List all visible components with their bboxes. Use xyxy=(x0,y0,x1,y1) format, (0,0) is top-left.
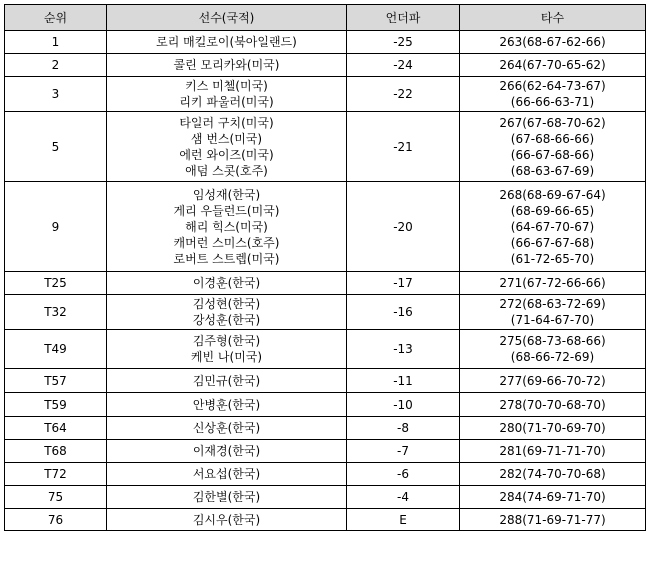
strokes-value: 275(68-73-68-66) xyxy=(499,334,606,348)
table-row xyxy=(5,272,646,295)
strokes-cell xyxy=(460,463,646,486)
table-row xyxy=(5,369,646,393)
under-par-cell: -25 xyxy=(347,31,460,54)
player-cell xyxy=(107,182,347,272)
table-row xyxy=(5,112,646,182)
table-row xyxy=(5,417,646,440)
strokes-value: 266(62-64-73-67) xyxy=(499,79,606,93)
player-name: 김주형(한국) xyxy=(192,334,261,348)
under-par-cell: E xyxy=(347,509,460,531)
under-par-cell: -24 xyxy=(347,54,460,77)
table-row xyxy=(5,330,646,369)
table-row xyxy=(5,295,646,330)
player-cell xyxy=(107,509,347,531)
player-name: 키스 미첼(미국) xyxy=(185,79,268,93)
strokes-cell xyxy=(460,272,646,295)
strokes-value: (66-66-63-71) xyxy=(510,95,595,109)
player-cell xyxy=(107,112,347,182)
header-row xyxy=(5,5,646,31)
player-cell xyxy=(107,393,347,417)
strokes-value: 272(68-63-72-69) xyxy=(499,297,606,311)
strokes-cell xyxy=(460,77,646,112)
player-name: 이재경(한국) xyxy=(192,444,261,458)
player-name: 김시우(한국) xyxy=(192,512,261,527)
table-row xyxy=(5,31,646,54)
strokes-value: 268(68-69-67-64) xyxy=(499,187,606,202)
under-par-cell: -4 xyxy=(347,486,460,509)
strokes-cell xyxy=(460,182,646,272)
rank-cell: T59 xyxy=(5,393,107,417)
header-rank: 순위 xyxy=(5,5,107,31)
header-under-par: 언더파 xyxy=(347,5,460,31)
strokes-value: 280(71-70-69-70) xyxy=(499,421,606,435)
player-name: 에런 와이즈(미국) xyxy=(179,147,274,162)
player-cell xyxy=(107,295,347,330)
player-name: 임성재(한국) xyxy=(192,187,261,202)
player-name: 샘 번스(미국) xyxy=(190,131,263,146)
player-name: 김민규(한국) xyxy=(192,373,261,388)
under-par-cell: -7 xyxy=(347,440,460,463)
strokes-value: 267(67-68-70-62) xyxy=(499,115,606,130)
player-name: 로리 매킬로이(북아일랜드) xyxy=(156,35,297,49)
rank-cell: T25 xyxy=(5,272,107,295)
under-par-cell: -21 xyxy=(347,112,460,182)
strokes-value: (66-67-68-66) xyxy=(510,147,595,162)
player-cell xyxy=(107,463,347,486)
strokes-cell xyxy=(460,112,646,182)
under-par-cell: -11 xyxy=(347,369,460,393)
strokes-cell xyxy=(460,295,646,330)
rank-cell: T32 xyxy=(5,295,107,330)
table-row xyxy=(5,393,646,417)
player-cell xyxy=(107,369,347,393)
strokes-value: (71-64-67-70) xyxy=(510,313,595,327)
header-strokes: 타수 xyxy=(460,5,646,31)
player-name: 김한별(한국) xyxy=(192,490,261,504)
player-name: 타일러 구치(미국) xyxy=(179,115,274,130)
strokes-value: 278(70-70-68-70) xyxy=(499,397,606,412)
rank-cell: T64 xyxy=(5,417,107,440)
player-cell xyxy=(107,272,347,295)
strokes-cell xyxy=(460,393,646,417)
player-name: 게리 우들런드(미국) xyxy=(173,203,280,218)
rank-cell: 76 xyxy=(5,509,107,531)
table-row xyxy=(5,440,646,463)
under-par-cell: -13 xyxy=(347,330,460,369)
table-row xyxy=(5,463,646,486)
strokes-value: 271(67-72-66-66) xyxy=(499,276,606,290)
table-row xyxy=(5,486,646,509)
player-name: 콜린 모리카와(미국) xyxy=(173,58,280,72)
rank-cell: 1 xyxy=(5,31,107,54)
player-cell xyxy=(107,54,347,77)
player-name: 케빈 나(미국) xyxy=(190,350,263,364)
player-name: 이경훈(한국) xyxy=(192,276,261,290)
strokes-value: 284(74-69-71-70) xyxy=(499,490,606,504)
strokes-value: 263(68-67-62-66) xyxy=(499,35,606,49)
strokes-cell xyxy=(460,440,646,463)
player-name: 서요섭(한국) xyxy=(192,467,261,481)
player-cell xyxy=(107,77,347,112)
table-row xyxy=(5,54,646,77)
rank-cell: 9 xyxy=(5,182,107,272)
player-name: 강성훈(한국) xyxy=(192,313,261,327)
under-par-cell: -6 xyxy=(347,463,460,486)
under-par-cell: -20 xyxy=(347,182,460,272)
strokes-cell xyxy=(460,369,646,393)
rank-cell: T68 xyxy=(5,440,107,463)
player-name: 애덤 스콧(호주) xyxy=(185,163,268,178)
under-par-cell: -16 xyxy=(347,295,460,330)
strokes-value: (68-66-72-69) xyxy=(510,350,595,364)
player-name: 김성현(한국) xyxy=(192,297,261,311)
strokes-cell xyxy=(460,330,646,369)
strokes-value: (66-67-67-68) xyxy=(510,235,595,250)
strokes-cell xyxy=(460,54,646,77)
strokes-value: 282(74-70-70-68) xyxy=(499,467,606,481)
rank-cell: 3 xyxy=(5,77,107,112)
strokes-value: 264(67-70-65-62) xyxy=(499,58,606,72)
rank-cell: 5 xyxy=(5,112,107,182)
strokes-value: (67-68-66-66) xyxy=(510,131,595,146)
table-body xyxy=(5,31,646,531)
player-cell xyxy=(107,486,347,509)
rank-cell: T49 xyxy=(5,330,107,369)
strokes-value: (68-63-67-69) xyxy=(510,163,595,178)
player-name: 로버트 스트렙(미국) xyxy=(173,251,280,266)
table-row xyxy=(5,182,646,272)
under-par-cell: -10 xyxy=(347,393,460,417)
table-row xyxy=(5,77,646,112)
rank-cell: T57 xyxy=(5,369,107,393)
player-name: 안병훈(한국) xyxy=(192,397,261,412)
strokes-cell xyxy=(460,417,646,440)
strokes-value: 277(69-66-70-72) xyxy=(499,373,606,388)
header-player: 선수(국적) xyxy=(107,5,347,31)
rank-cell: T72 xyxy=(5,463,107,486)
under-par-cell: -8 xyxy=(347,417,460,440)
under-par-cell: -17 xyxy=(347,272,460,295)
strokes-value: 281(69-71-71-70) xyxy=(499,444,606,458)
strokes-cell xyxy=(460,31,646,54)
strokes-value: 288(71-69-71-77) xyxy=(499,512,606,527)
player-name: 리키 파울러(미국) xyxy=(179,95,274,109)
player-cell xyxy=(107,330,347,369)
strokes-cell xyxy=(460,486,646,509)
player-cell xyxy=(107,31,347,54)
strokes-cell xyxy=(460,509,646,531)
strokes-value: (68-69-66-65) xyxy=(510,203,595,218)
player-cell xyxy=(107,440,347,463)
table-row xyxy=(5,509,646,531)
strokes-value: (64-67-70-67) xyxy=(510,219,595,234)
leaderboard-table xyxy=(4,4,646,531)
player-name: 신상훈(한국) xyxy=(192,421,261,435)
player-name: 해리 힉스(미국) xyxy=(185,219,268,234)
player-cell xyxy=(107,417,347,440)
rank-cell: 2 xyxy=(5,54,107,77)
under-par-cell: -22 xyxy=(347,77,460,112)
player-name: 캐머런 스미스(호주) xyxy=(173,235,280,250)
rank-cell: 75 xyxy=(5,486,107,509)
strokes-value: (61-72-65-70) xyxy=(510,251,595,266)
